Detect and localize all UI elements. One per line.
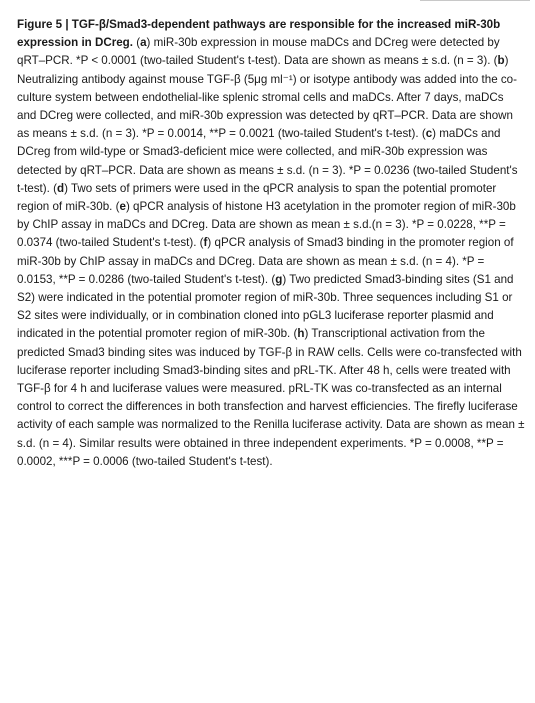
panel-label-c: c [425,127,433,141]
panel-e: (e) qPCR analysis of histone H3 acetylation in the promoter region of miR-30b by ChIP assay in maDCs and DCreg. Data are shown as mean ± s.d.(n = 3). *P = 0.0228, **P = 0.0374 (two-tailed Student's t-test). [17,200,516,250]
panel-f: (f) qPCR analysis of Smad3 binding in the promoter region of miR-30b by ChIP assay in maDCs and DCreg. Data are shown as mean ± s.d. (n = 4). *P = 0.0153, **P = 0.0286 (two-tailed Student's t-test). [17,236,514,286]
panel-text-b: Neutralizing antibody against mouse TGF-β (5μg ml⁻¹) or isotype antibody was added into the co-culture system between endothelial-like splenic stromal cells and maDCs. After 7 days, maDCs and DCreg were collected, and miR-30b expression was detected by qRT–PCR. Data are shown as means ± s.d. (n = 3). *P = 0.0014, **P = 0.0021 (two-tailed Student's t-test). [17,72,517,141]
panel-label-g: g [275,272,283,286]
figure-title: Figure 5 | TGF-β/Smad3-dependent pathways are responsible for the increased miR-30b expression in DCreg. [17,18,501,50]
panel-h: (h) Transcriptional activation from the predicted Smad3 binding sites was induced by TGF-β in RAW cells. Cells were co-transfected with luciferase reporter including Smad3-binding sites and pRL-TK. After 48 h, cells were treated with TGF-β for 4 h and luciferase values were measured. pRL-TK was co-transfected as an internal control to correct the differences in both transfection and harvest efficiencies. The firefly luciferase activity of each sample was normalized to the Renilla luciferase activity. Data are shown as mean ± s.d. (n = 4). Similar results were obtained in three independent experiments. *P = 0.0008, **P = 0.0002, ***P = 0.0006 (two-tailed Student's t-test). [17,327,525,468]
panel-text-f: qPCR analysis of Smad3 binding in the promoter region of miR-30b by ChIP assay in maDCs and DCreg. Data are shown as mean ± s.d. (n = 4). *P = 0.0153, **P = 0.0286 (two-tailed Student's t-test). [17,236,514,286]
panel-text-g: Two predicted Smad3-binding sites (S1 and S2) were indicated in the potential promoter region of miR-30b. Three sequences including S1 or S2 sites were individually, or in combination cloned into pGL3 luciferase reporter plasmid and indicated in the potential promoter region of miR-30b. [17,272,514,341]
panel-label-b: b [497,54,505,68]
panel-label-f: f [203,236,208,250]
panel-label-d: d [56,181,65,195]
panel-g: (g) Two predicted Smad3-binding sites (S1 and S2) were indicated in the potential promoter region of miR-30b. Three sequences including S1 or S2 sites were individually, or in combination cloned into pGL3 luciferase reporter plasmid and indicated in the potential promoter region of miR-30b. [17,272,514,341]
panel-text-d: Two sets of primers were used in the qPCR analysis to span the potential promoter region of miR-30b. [17,181,497,214]
panel-c: (c) maDCs and DCreg from wild-type or Smad3-deficient mice were collected, and miR-30b expression was detected by qRT–PCR. Data are shown as means ± s.d. (n = 3). *P = 0.0236 (two-tailed Student's t-test). [17,127,518,195]
panel-b: (b) Neutralizing antibody against mouse TGF-β (5μg ml⁻¹) or isotype antibody was added into the co-culture system between endothelial-like splenic stromal cells and maDCs. After 7 days, maDCs and DCreg were collected, and miR-30b expression was detected by qRT–PCR. Data are shown as means ± s.d. (n = 3). *P = 0.0014, **P = 0.0021 (two-tailed Student's t-test). [17,54,517,141]
panel-text-c: maDCs and DCreg from wild-type or Smad3-deficient mice were collected, and miR-30b expression was detected by qRT–PCR. Data are shown as means ± s.d. (n = 3). *P = 0.0236 (two-tailed Student's t-test). [17,127,518,195]
panel-text-a: miR-30b expression in mouse maDCs and DCreg were detected by qRT–PCR. *P < 0.0001 (two-tailed Student's t-test). Data are shown as means ± s.d. (n = 3). [17,36,500,68]
page-top-rule [420,0,530,4]
panel-label-e: e [119,200,126,214]
panel-d: (d) Two sets of primers were used in the qPCR analysis to span the potential promoter region of miR-30b. [17,181,497,214]
panel-label-a: a [140,36,147,50]
figure-caption [17,16,525,471]
panel-a: (a) miR-30b expression in mouse maDCs and DCreg were detected by qRT–PCR. *P < 0.0001 (two-tailed Student's t-test). Data are shown as means ± s.d. (n = 3). [17,36,500,68]
panel-text-h: Transcriptional activation from the predicted Smad3 binding sites was induced by TGF-β in RAW cells. Cells were co-transfected with luciferase reporter including Smad3-binding sites and pRL-TK. After 48 h, cells were treated with TGF-β for 4 h and luciferase values were measured. pRL-TK was co-transfected as an internal control to correct the differences in both transfection and harvest efficiencies. The firefly luciferase activity of each sample was normalized to the Renilla luciferase activity. Data are shown as mean ± s.d. (n = 4). Similar results were obtained in three independent experiments. *P = 0.0008, **P = 0.0002, ***P = 0.0006 (two-tailed Student's t-test). [17,327,525,468]
panel-text-e: qPCR analysis of histone H3 acetylation in the promoter region of miR-30b by ChIP assay in maDCs and DCreg. Data are shown as mean ± s.d.(n = 3). *P = 0.0228, **P = 0.0374 (two-tailed Student's t-test). [17,200,516,250]
panel-label-h: h [297,327,305,341]
